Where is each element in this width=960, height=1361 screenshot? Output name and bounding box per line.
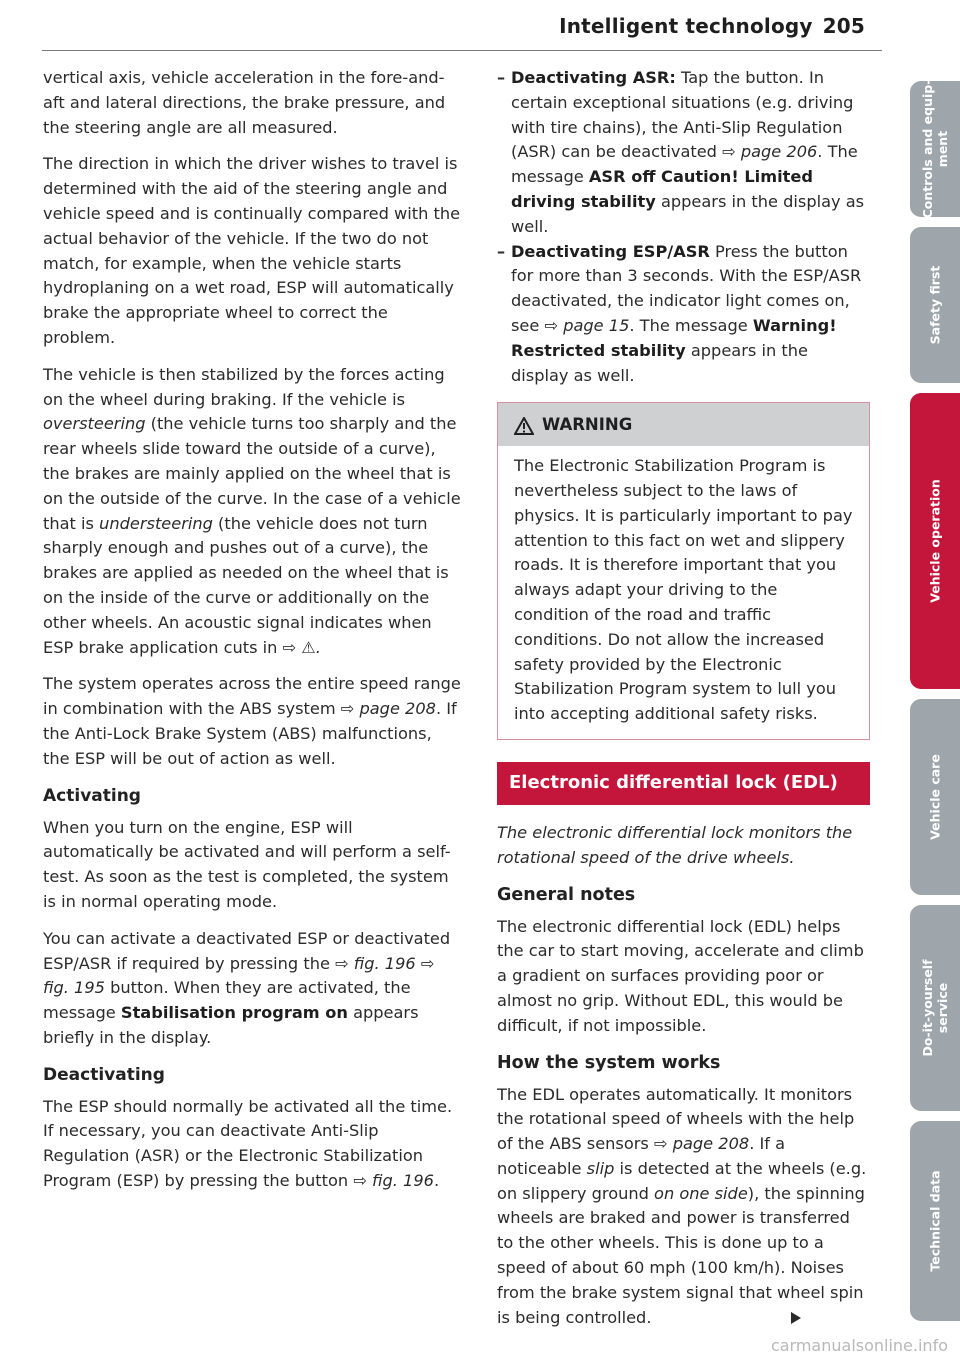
- subheading-general-notes: General notes: [497, 884, 636, 905]
- subheading-activating: Activating: [43, 785, 141, 806]
- tab-label: Do-it-yourself service: [920, 959, 950, 1057]
- emphasis: understeering: [99, 513, 213, 533]
- page-reference-link[interactable]: ⇨ page 208: [654, 1134, 750, 1154]
- warning-text: The Electronic Stabilization Program is nevertheless subject to the laws of physics. It is particularly important to pay attention to this fact on wet and slippery roads. It is therefore important that you always adapt your driving to the condition of the road and traffic conditions. Do not allow the increased safety provided by the Electronic Stabilization Program system to lull you into accepting additional safety risks.: [498, 446, 869, 739]
- tab-label: Vehicle operation: [927, 479, 943, 603]
- section-title: Intelligent technology: [559, 14, 813, 38]
- emphasis: oversteering: [43, 414, 146, 434]
- section-heading-edl: Electronic differential lock (EDL): [497, 762, 870, 805]
- paragraph: When you turn on the engine, ESP will automatically be activated and will perform a self-test. As soon as the test is completed, the system is in normal operating mode.: [43, 817, 451, 911]
- paragraph: The EDL operates automatically. It monitors the rotational speed of wheels with the help of the ABS sensors ⇨ page 208. If a noticeable slip is detected at the wheels (e.g. on slippery ground on one side), the spinning wheels are braked and power is transferred to the other wheels. This is done up to a speed of about 60 mph (100 km/h). Noises from the brake system signal that wheel spin is being controlled.: [497, 1084, 867, 1327]
- list-item: – Deactivating ASR: Tap the button. In certain exceptional situations (e.g. driving with tire chains), the Anti-Slip Regulation (ASR) can be deactivated ⇨ page 206. The message ASR off Caution! Limited driving stability appears in the display as well.: [497, 66, 870, 240]
- display-message: ASR off Caution! Limited driving stability: [511, 167, 813, 211]
- warning-box: [497, 402, 870, 740]
- paragraph: The direction in which the driver wishes to travel is determined with the aid of the steering angle and vehicle speed and is continually compared with the actual behavior of the vehicle. If the two do not match, for example, when the vehicle starts hydroplaning on a wet road, ESP will automatically brake the appropriate wheel to correct the problem.: [43, 154, 461, 347]
- tab-technical-data[interactable]: [910, 1121, 960, 1321]
- continue-arrow-icon: [791, 1312, 801, 1324]
- paragraph: vertical axis, vehicle acceleration in the fore-and-aft and lateral directions, the brake pressure, and the steering angle are all measured.: [43, 68, 446, 137]
- paragraph: The ESP should normally be activated all the time. If necessary, you can deactivate Anti-Slip Regulation (ASR) or the Electronic Stabilization Program (ESP) by pressing the button ⇨ fig. 196.: [43, 1096, 453, 1191]
- tab-controls-and-equipment[interactable]: [910, 81, 960, 217]
- tab-do-it-yourself-service[interactable]: [910, 905, 960, 1111]
- display-message: Stabilisation program on: [120, 1003, 348, 1023]
- paragraph: The electronic differential lock (EDL) helps the car to start moving, accelerate and climb a gradient on surfaces providing poor or almost no grip. Without EDL, this would be difficult, if not impossible.: [497, 916, 864, 1035]
- deactivation-list: [497, 66, 870, 388]
- running-header: [559, 14, 865, 38]
- figure-reference-link[interactable]: ⇨ fig. 196: [353, 1171, 434, 1191]
- tab-label: Vehicle care: [927, 754, 943, 840]
- tab-label: Safety first: [927, 265, 943, 345]
- right-column: [497, 66, 870, 1342]
- tab-vehicle-operation[interactable]: [910, 393, 960, 689]
- figure-reference-link[interactable]: ⇨ fig. 196 ⇨ fig. 195: [43, 953, 435, 998]
- header-rule: [42, 50, 882, 51]
- warning-triangle-icon: [514, 417, 534, 435]
- page-number: 205: [822, 14, 865, 38]
- paragraph: The vehicle is then stabilized by the forces acting on the wheel during braking. If the vehicle is oversteering (the vehicle turns too sharply and the rear wheels slide toward the outside of a curve), the brakes are mainly applied on the wheel that is on the outside of the curve. In the case of a vehicle that is understeering (the vehicle does not turn sharply enough and pushes out of a curve), the brakes are applied as needed on the wheel that is on the inside of the curve or additionally on the other wheels. An acoustic signal indicates when ESP brake application cuts in ⇨ ⚠.: [43, 364, 461, 657]
- emphasis: on one side: [654, 1183, 748, 1203]
- tab-vehicle-care[interactable]: [910, 699, 960, 895]
- section-lead: The electronic differential lock monitors the rotational speed of the drive wheels.: [497, 822, 853, 867]
- tab-label: Technical data: [927, 1170, 943, 1272]
- page-reference-link[interactable]: ⇨ page 15: [544, 315, 630, 335]
- emphasis: slip: [586, 1158, 615, 1178]
- subheading-deactivating: Deactivating: [43, 1064, 165, 1085]
- page-reference-link[interactable]: ⇨ page 208: [340, 699, 436, 719]
- tab-label: Controls and equip- ment: [920, 79, 950, 219]
- warning-title: WARNING: [542, 415, 633, 435]
- tab-safety-first[interactable]: [910, 227, 960, 383]
- display-message: Warning! Restricted stability: [511, 315, 837, 360]
- paragraph: The system operates across the entire speed range in combination with the ABS system ⇨ page 208. If the Anti-Lock Brake System (ABS) malfunctions, the ESP will be out of action as well.: [43, 674, 461, 768]
- list-item: – Deactivating ESP/ASR Press the button for more than 3 seconds. With the ESP/ASR deactivated, the indicator light comes on, see ⇨ page 15. The message Warning! Restricted stability appears in the display as well.: [497, 240, 870, 389]
- left-column: [43, 66, 463, 1206]
- watermark: carmanualsonline.info: [770, 1336, 948, 1355]
- warning-reference-link[interactable]: ⇨ ⚠.: [282, 637, 321, 657]
- page-reference-link[interactable]: ⇨ page 206: [722, 142, 818, 162]
- subheading-how-it-works: How the system works: [497, 1052, 721, 1073]
- warning-header: [498, 403, 869, 446]
- paragraph: You can activate a deactivated ESP or deactivated ESP/ASR if required by pressing the ⇨ fig. 196 ⇨ fig. 195 button. When they are activated, the message Stabilisation program on appears briefly in the display.: [43, 928, 451, 1047]
